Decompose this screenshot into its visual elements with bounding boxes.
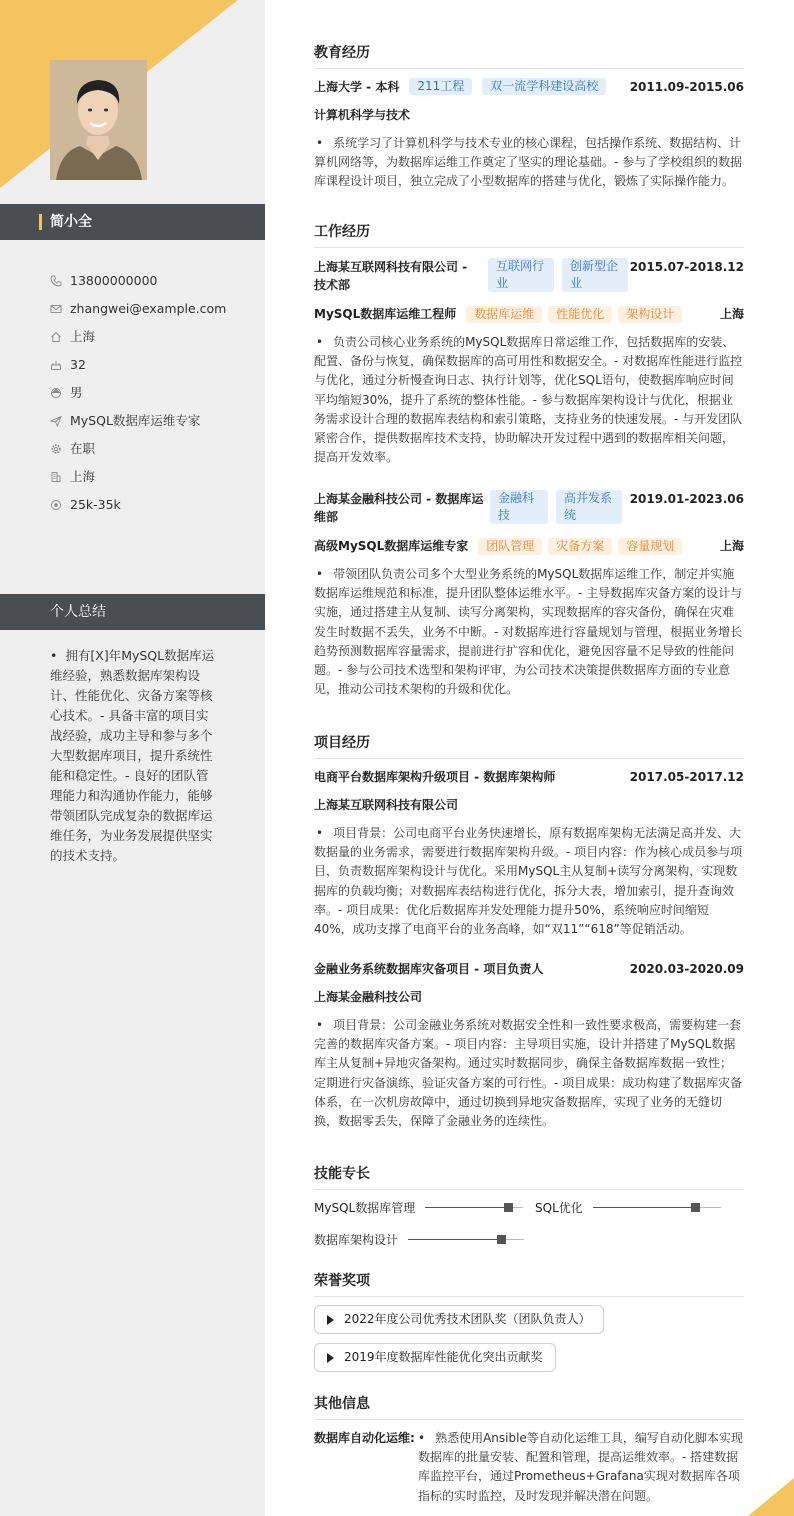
role-tag: 团队管理 [478,538,542,555]
work-company: 上海某金融科技公司 - 数据库运维部 [314,492,484,524]
contact-text: 32 [70,357,86,372]
project-name: 电商平台数据库架构升级项目 - 数据库架构师 [314,770,556,784]
company-tag: 创新型企业 [562,258,628,292]
contact-workplace [50,467,226,495]
expand-triangle-icon [327,1353,334,1363]
project-name: 金融业务系统数据库灾备项目 - 项目负责人 [314,962,544,976]
skill-level-bar [425,1207,523,1208]
work-entry-head [314,490,744,526]
skill-name: SQL优化 [535,1201,583,1215]
major-text: 计算机科学与技术 [314,108,411,122]
other-value-text: 熟悉使用Ansible等自动化运维工具，编写自动化脚本实现数据库的批量安装、配置和管理，提高运维效率。- 搭建数据库监控平台，通过Prometheus+Grafana实现对数据库各项指标的实时监控，及时发现并解决潜在问题。 [418,1431,743,1503]
role-tag: 性能优化 [548,306,612,323]
role-tag: 架构设计 [618,306,682,323]
education-head [314,78,744,96]
mail-icon [50,303,62,315]
salary-icon [50,499,62,511]
projects-title: 项目经历 [314,732,744,759]
project-desc-text: 项目背景：公司金融业务系统对数据安全性和一致性要求极高，需要构建一套完善的数据库灾备方案。- 项目内容：主导项目实施，设计并搭建了MySQL数据库主从复制+异地灾备架构。通过实时数据同步，确保主备数据库数据一致性；定期进行灾备演练，验证灾备方案的可行性。- 项目成果：成功构建了数据库灾备体系，在一次机房故障中，通过切换到异地灾备数据库，实现了业务的无缝切换，数据零丢失，保障了金融业务的连续性。 [314,1018,743,1129]
project-desc: • 项目背景：公司电商平台业务快速增长，原有数据库架构无法满足高并发、大数据量的业务需求，需要进行数据库架构升级。- 项目内容：作为核心成员参与项目，负责数据库架构设计与优化。采用MySQL主从复制+读写分离架构，实现数据库的负载均衡；对数据库表结构进行优化，拆分大表，增加索引，提升查询效率。- 项目成果：优化后数据库并发处理能力提升50%，系统响应时间缩短40%，成功支撑了电商平台的业务高峰，如“双11”“618”等促销活动。 [314,826,743,937]
contact-text: 男 [70,385,83,400]
contact-phone [50,271,226,299]
skill-item [314,1199,523,1216]
company-tag: 互联网行业 [488,258,554,292]
project-company-text: 上海某金融科技公司 [314,990,423,1004]
gender-icon [50,387,62,399]
role-tag: 数据库运维 [466,306,542,323]
summary-body: 拥有[X]年MySQL数据库运维经验，熟悉数据库架构设计、性能优化、灾备方案等核心技术。- 具备丰富的项目实战经验，成功主导和参与多个大型数据库项目，提升系统性能和稳定性。- 良好的团队管理能力和沟通协作能力，能够带领团队完成复杂的数据库运维任务，为业务发展提供坚实的技术支持。 [50,648,215,863]
avatar [50,60,147,180]
corner-decoration-bottom [748,1478,794,1516]
award-text: 2019年度数据库性能优化突出贡献奖 [344,1350,543,1364]
contact-text: 13800000000 [70,273,158,288]
education-desc: • 系统学习了计算机科学与技术专业的核心课程，包括操作系统、数据结构、计算机网络等，为数据库运维工作奠定了坚实的理论基础。- 参与了学校组织的数据库课程设计项目，独立完成了小型数据库的搭建与优化，锻炼了实际操作能力。 [314,136,743,189]
work-role-row [314,537,744,555]
school-tag: 211工程 [409,78,472,95]
school-tag: 双一流学科建设高校 [482,78,606,95]
contact-list [50,271,226,523]
other-title: 其他信息 [314,1393,744,1420]
sidebar [0,0,265,1516]
work-role-row [314,305,744,323]
skill-level-bar [593,1207,721,1208]
home-icon [50,331,62,343]
age-icon [50,359,62,371]
work-desc: • 带领团队负责公司多个大型业务系统的MySQL数据库运维工作，制定并实施数据库运维规范和标准，提升团队整体运维水平。- 主导数据库灾备方案的设计与实施，通过搭建主从复制、读写分离架构，实现数据库的容灾备份，确保在灾难发生时数据不丢失，业务不中断。- 对数据库进行容量规划与管理，根据业务增长趋势预测数据库容量需求，提前进行扩容和优化，避免因容量不足导致的性能问题。- 参与公司技术选型和架构评审，为公司技术决策提供数据库方面的专业意见，推动公司技术架构的升级和优化。 [314,567,743,697]
skill-item [535,1199,721,1216]
work-location: 上海 [719,307,744,321]
contact-position [50,411,226,439]
awards-title: 荣誉奖项 [314,1270,744,1297]
contact-status [50,439,226,467]
award-item[interactable] [314,1305,604,1334]
project-date: 2020.03-2020.09 [629,962,744,976]
building-icon [50,471,62,483]
other-value: • 熟悉使用Ansible等自动化运维工具，编写自动化脚本实现数据库的批量安装、配置和管理，提高运维效率。- 搭建数据库监控平台，通过Prometheus+Grafana实现对数据库各项指标的实时监控，及时发现并解决潜在问题。 [418,1431,743,1503]
work-desc-text: 带领团队负责公司多个大型业务系统的MySQL数据库运维工作，制定并实施数据库运维规范和标准，提升团队整体运维水平。- 主导数据库灾备方案的设计与实施，通过搭建主从复制、读写分离架构，实现数据库的容灾备份，确保在灾难发生时数据不丢失，业务不中断。- 对数据库进行容量规划与管理，根据业务增长趋势预测数据库容量需求，提前进行扩容和优化，避免因容量不足导致的性能问题。- 参与公司技术选型和架构评审，为公司技术决策提供数据库方面的专业意见，推动公司技术架构的升级和优化。 [314,567,743,697]
gear-icon [50,443,62,455]
contact-age [50,355,226,383]
other-info-row [314,1429,744,1506]
contact-text: 上海 [70,329,96,344]
work-date: 2019.01-2023.06 [629,492,744,506]
role-tag: 容量规划 [618,538,682,555]
summary-text: • 拥有[X]年MySQL数据库运维经验，熟悉数据库架构设计、性能优化、灾备方案等核心技术。- 具备丰富的项目实战经验，成功主导和参与多个大型数据库项目，提升系统性能和稳定性。- 良好的团队管理能力和沟通协作能力，能够带领团队完成复杂的数据库运维任务，为业务发展提供坚实的技术支持。 [50,648,215,863]
project-head [314,960,744,978]
project-company [314,796,744,814]
project-date: 2017.05-2017.12 [629,770,744,784]
contact-salary [50,495,226,523]
skill-name: 数据库架构设计 [314,1233,399,1247]
phone-icon [50,275,62,287]
skill-name: MySQL数据库管理 [314,1201,416,1215]
education-desc-text: 系统学习了计算机科学与技术专业的核心课程，包括操作系统、数据结构、计算机网络等，为数据库运维工作奠定了坚实的理论基础。- 参与了学校组织的数据库课程设计项目，独立完成了小型数据库的搭建与优化，锻炼了实际操作能力。 [314,136,743,189]
company-tag: 高并发系统 [556,490,622,524]
contact-text: 上海 [70,469,96,484]
award-item[interactable] [314,1343,556,1372]
contact-text: 25k-35k [70,497,121,512]
contact-text: MySQL数据库运维专家 [70,413,201,428]
work-company: 上海某互联网科技有限公司 - 技术部 [314,260,468,292]
contact-email [50,299,226,327]
work-location: 上海 [719,539,744,553]
contact-text: 在职 [70,441,96,456]
other-label: 数据库自动化运维: [314,1431,415,1445]
work-desc: • 负责公司核心业务系统的MySQL数据库日常运维工作，包括数据库的安装、配置、备份与恢复，确保数据库的高可用性和数据安全。- 对数据库性能进行监控与优化，通过分析慢查询日志、执行计划等，优化SQL语句，使数据库响应时间平均缩短30%，提升了系统的整体性能。- 参与数据库架构设计与优化，根据业务需求设计合理的数据库表结构和索引策略，支持业务的快速发展。- 与开发团队紧密合作，提供数据库技术支持，协助解决开发过程中遇到的数据库相关问题，提高开发效率。 [314,335,743,465]
contact-gender [50,383,226,411]
work-date: 2015.07-2018.12 [629,260,744,274]
contact-text: zhangwei@example.com [70,301,227,316]
education-title: 教育经历 [314,42,744,69]
role-tag: 灾备方案 [548,538,612,555]
candidate-name: 简小全 [0,204,265,240]
work-role: MySQL数据库运维工程师 [314,307,457,321]
send-icon [50,415,62,427]
award-text: 2022年度公司优秀技术团队奖（团队负责人） [344,1312,591,1326]
skill-level-bar [408,1239,524,1240]
work-entry-head [314,258,744,294]
project-desc-text: 项目背景：公司电商平台业务快速增长，原有数据库架构无法满足高并发、大数据量的业务需求，需要进行数据库架构升级。- 项目内容：作为核心成员参与项目，负责数据库架构设计与优化。采用MySQL主从复制+读写分离架构，实现数据库的负载均衡；对数据库表结构进行优化，拆分大表，增加索引，提升查询效率。- 项目成果：优化后数据库并发处理能力提升50%，系统响应时间缩短40%，成功支撑了电商平台的业务高峰，如“双11”“618”等促销活动。 [314,826,743,937]
project-head [314,768,744,786]
project-company-text: 上海某互联网科技有限公司 [314,798,459,812]
skills-title: 技能专长 [314,1163,744,1190]
project-company [314,988,744,1006]
skill-item [314,1231,524,1248]
expand-triangle-icon [327,1315,334,1325]
work-role: 高级MySQL数据库运维专家 [314,539,469,553]
company-tag: 金融科技 [490,490,548,524]
work-title: 工作经历 [314,221,744,248]
summary-title: 个人总结 [0,594,265,630]
work-desc-text: 负责公司核心业务系统的MySQL数据库日常运维工作，包括数据库的安装、配置、备份与恢复，确保数据库的高可用性和数据安全。- 对数据库性能进行监控与优化，通过分析慢查询日志、执行计划等，优化SQL语句，使数据库响应时间平均缩短30%，提升了系统的整体性能。- 参与数据库架构设计与优化，根据业务需求设计合理的数据库表结构和索引策略，支持业务的快速发展。- 与开发团队紧密合作，提供数据库技术支持，协助解决开发过程中遇到的数据库相关问题，提高开发效率。 [314,335,743,465]
contact-city [50,327,226,355]
school-name: 上海大学 - 本科 [314,80,400,94]
major [314,106,744,124]
education-date: 2011.09-2015.06 [629,80,744,94]
project-desc: • 项目背景：公司金融业务系统对数据安全性和一致性要求极高，需要构建一套完善的数据库灾备方案。- 项目内容：主导项目实施，设计并搭建了MySQL数据库主从复制+异地灾备架构。通过实时数据同步，确保主备数据库数据一致性；定期进行灾备演练，验证灾备方案的可行性。- 项目成果：成功构建了数据库灾备体系，在一次机房故障中，通过切换到异地灾备数据库，实现了业务的无缝切换，数据零丢失，保障了金融业务的连续性。 [314,1018,743,1129]
